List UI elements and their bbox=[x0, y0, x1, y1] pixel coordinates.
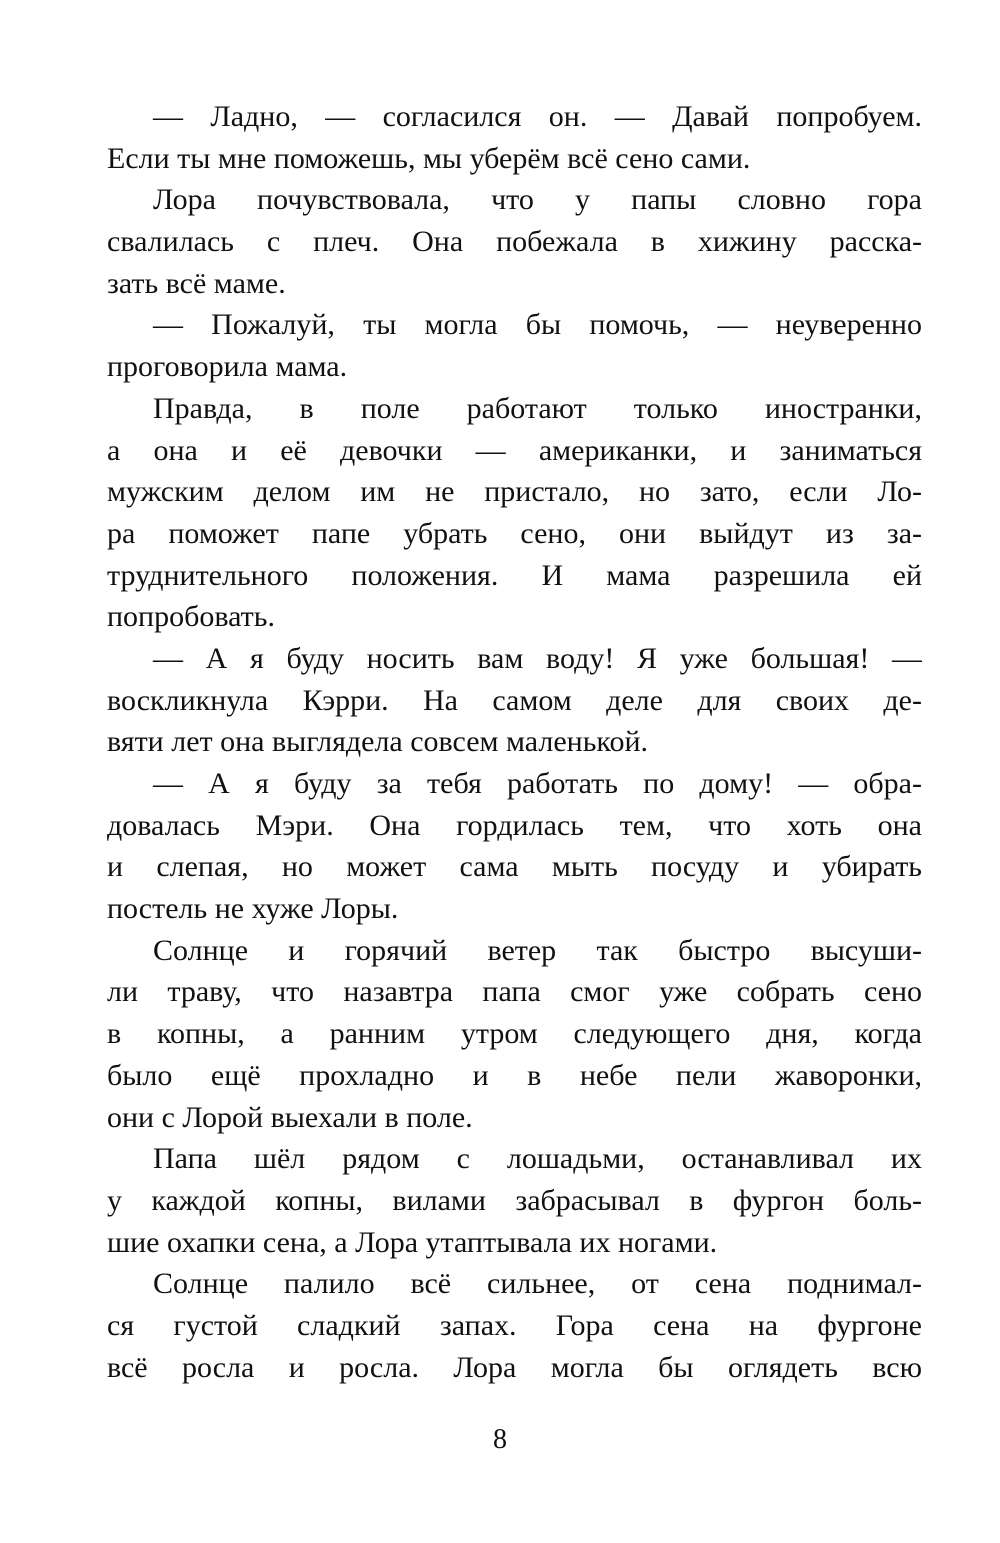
text-line: в копны, а ранним утром следующего дня, когда bbox=[107, 1017, 922, 1051]
text-line: ли траву, что назавтра папа смог уже собрать сено bbox=[107, 975, 922, 1009]
text-line: — А я буду за тебя работать по дому! — обра- bbox=[153, 767, 922, 800]
text-line: зать всё маме. bbox=[107, 266, 286, 300]
text-line: труднительного положения. И мама разрешила ей bbox=[107, 558, 922, 592]
page-number: 8 bbox=[493, 1424, 507, 1455]
text-line: было ещё прохладно и в небе пели жаворонки, bbox=[107, 1058, 922, 1092]
text-line: Правда, в поле работают только иностранки, bbox=[153, 391, 922, 425]
text-line: Если ты мне поможешь, мы уберём всё сено сами. bbox=[107, 141, 751, 175]
body-text bbox=[107, 96, 922, 1388]
text-line: постель не хуже Лоры. bbox=[107, 892, 399, 926]
text-line: ра поможет папе убрать сено, они выйдут из за- bbox=[107, 516, 922, 550]
text-line: они с Лорой выехали в поле. bbox=[107, 1100, 473, 1134]
text-line: ся густой сладкий запах. Гора сена на фургоне bbox=[107, 1308, 922, 1342]
text-line: — Пожалуй, ты могла бы помочь, — неуверенно bbox=[153, 308, 922, 342]
text-line: вяти лет она выглядела совсем маленькой. bbox=[107, 725, 649, 759]
text-line: довалась Мэри. Она гордилась тем, что хоть она bbox=[107, 808, 922, 842]
text-line: проговорила мама. bbox=[107, 350, 348, 384]
text-line: а она и её девочки — американки, и заниматься bbox=[107, 433, 922, 467]
text-line: свалилась с плеч. Она побежала в хижину расска- bbox=[107, 225, 922, 259]
text-line: шие охапки сена, а Лора утаптывала их ногами. bbox=[107, 1225, 718, 1259]
text-line: Солнце палило всё сильнее, от сена поднимал- bbox=[153, 1267, 922, 1301]
text-line: — А я буду носить вам воду! Я уже большая! — bbox=[153, 641, 922, 675]
text-line: всё росла и росла. Лора могла бы оглядеть всю bbox=[107, 1350, 922, 1384]
text-line: — Ладно, — согласился он. — Давай попробуем. bbox=[153, 100, 922, 133]
text-line: Солнце и горячий ветер так быстро высуши- bbox=[153, 933, 922, 967]
text-line: воскликнула Кэрри. На самом деле для своих де- bbox=[107, 683, 922, 717]
text-line: попробовать. bbox=[107, 600, 275, 634]
text-line: Лора почувствовала, что у папы словно гора bbox=[153, 183, 922, 217]
text-line: мужским делом им не пристало, но зато, если Ло- bbox=[107, 475, 922, 509]
text-line: у каждой копны, вилами забрасывал в фургон боль- bbox=[107, 1183, 922, 1217]
text-line: и слепая, но может сама мыть посуду и убирать bbox=[107, 850, 922, 884]
text-line: Папа шёл рядом с лошадьми, останавливал их bbox=[153, 1142, 922, 1176]
